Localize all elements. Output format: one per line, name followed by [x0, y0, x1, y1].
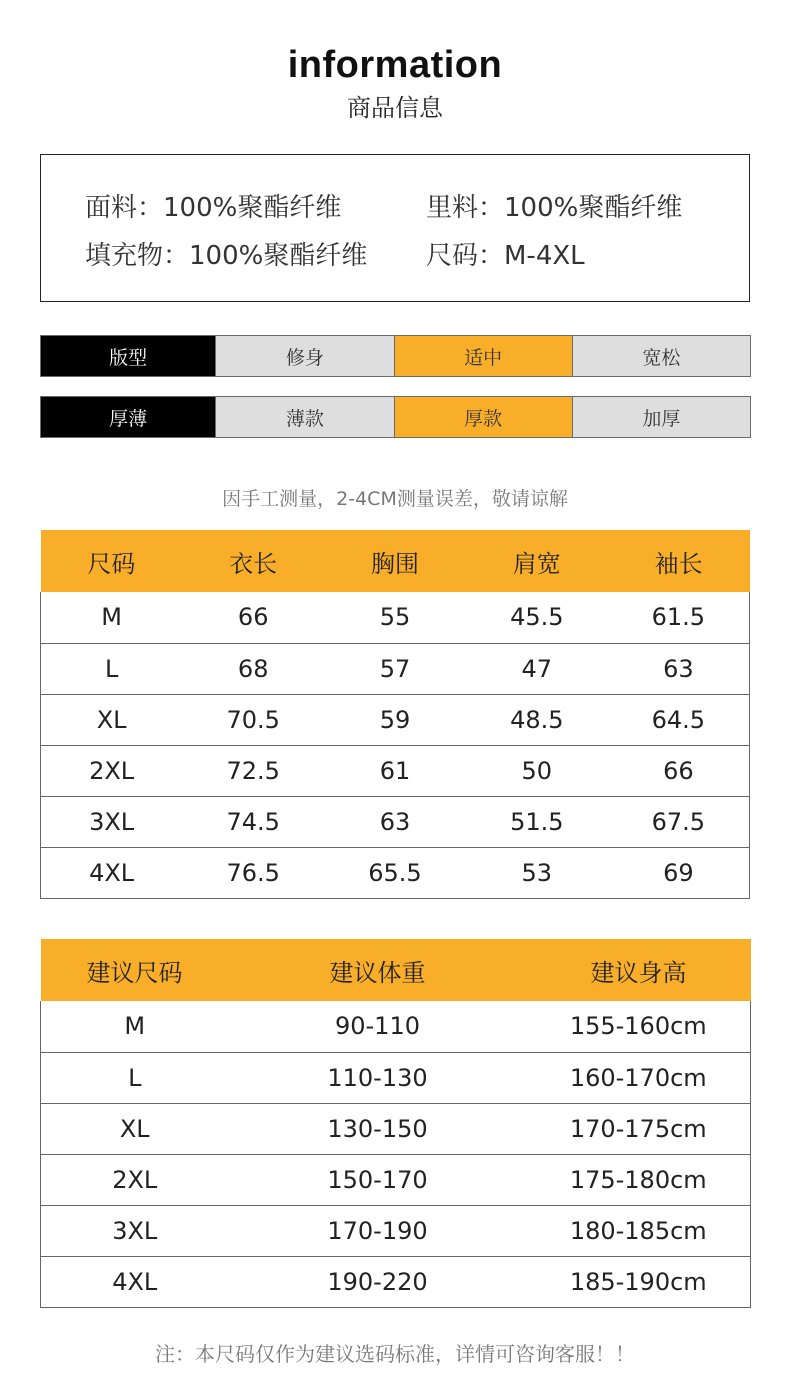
page-title: information [287, 44, 503, 86]
table-cell: 160-170cm [527, 1052, 751, 1103]
header-recommended-height: 建议身高 [527, 939, 751, 1001]
header-length: 衣长 [182, 530, 324, 592]
table-cell: 4XL [41, 847, 183, 898]
lining-info: 里料：100%聚酯纤维 [426, 193, 683, 223]
fabric-info: 面料：100%聚酯纤维 [85, 193, 342, 223]
table-cell: XL [41, 1103, 229, 1154]
footer-note: 注：本尺码仅作为建议选码标准，详情可咨询客服！！ [155, 1342, 635, 1366]
table-cell: 170-175cm [527, 1103, 751, 1154]
thickness-attribute-row [40, 396, 751, 438]
thickness-option-extra-thick: 加厚 [572, 397, 750, 437]
page-subtitle: 商品信息 [347, 94, 443, 122]
size-recommendation-table [40, 939, 751, 1308]
table-cell: 55 [324, 592, 466, 643]
table-cell: 190-220 [229, 1256, 527, 1307]
table-cell: 57 [324, 643, 466, 694]
fit-option-slim: 修身 [215, 336, 393, 376]
thickness-label: 厚薄 [41, 397, 215, 437]
measurement-note: 因手工测量，2-4CM测量误差，敬请谅解 [222, 488, 568, 510]
table-cell: 50 [466, 745, 608, 796]
table-row [41, 1256, 751, 1307]
table-cell: 69 [608, 847, 750, 898]
table-cell: 2XL [41, 745, 183, 796]
table-cell: 90-110 [229, 1001, 527, 1052]
table-cell: 3XL [41, 1205, 229, 1256]
table-cell: 155-160cm [527, 1001, 751, 1052]
table-row [41, 592, 750, 643]
table-cell: M [41, 1001, 229, 1052]
header-recommended-size: 建议尺码 [41, 939, 229, 1001]
table-row [41, 1052, 751, 1103]
table-cell: L [41, 1052, 229, 1103]
header-recommended-weight: 建议体重 [229, 939, 527, 1001]
table-cell: 175-180cm [527, 1154, 751, 1205]
table-cell: XL [41, 694, 183, 745]
fit-attribute-row [40, 335, 751, 377]
header-size: 尺码 [41, 530, 183, 592]
table-cell: 47 [466, 643, 608, 694]
size-chart-table [40, 530, 750, 899]
thickness-option-thin: 薄款 [215, 397, 393, 437]
table-cell: 3XL [41, 796, 183, 847]
table-cell: 185-190cm [527, 1256, 751, 1307]
table-cell: 4XL [41, 1256, 229, 1307]
header-chest: 胸围 [324, 530, 466, 592]
table-cell: 63 [324, 796, 466, 847]
table-cell: 65.5 [324, 847, 466, 898]
table-cell: 64.5 [608, 694, 750, 745]
table-header-row [41, 530, 750, 592]
table-cell: 45.5 [466, 592, 608, 643]
table-cell: 63 [608, 643, 750, 694]
table-cell: 76.5 [182, 847, 324, 898]
table-row [41, 1103, 751, 1154]
table-row [41, 643, 750, 694]
table-cell: M [41, 592, 183, 643]
thickness-option-thick: 厚款 [394, 397, 572, 437]
header-shoulder: 肩宽 [466, 530, 608, 592]
table-cell: 170-190 [229, 1205, 527, 1256]
table-cell: 130-150 [229, 1103, 527, 1154]
table-cell: 66 [608, 745, 750, 796]
table-cell: 67.5 [608, 796, 750, 847]
table-cell: 70.5 [182, 694, 324, 745]
table-header-row [41, 939, 751, 1001]
size-range-info: 尺码：M-4XL [426, 241, 585, 271]
table-cell: 2XL [41, 1154, 229, 1205]
table-row [41, 847, 750, 898]
table-row [41, 1001, 751, 1052]
table-row [41, 745, 750, 796]
table-cell: 66 [182, 592, 324, 643]
header-sleeve: 袖长 [608, 530, 750, 592]
fit-option-regular: 适中 [394, 336, 572, 376]
table-row [41, 694, 750, 745]
table-row [41, 1154, 751, 1205]
table-cell: 110-130 [229, 1052, 527, 1103]
filling-info: 填充物：100%聚酯纤维 [85, 241, 368, 271]
table-cell: L [41, 643, 183, 694]
table-cell: 51.5 [466, 796, 608, 847]
table-cell: 61.5 [608, 592, 750, 643]
table-cell: 48.5 [466, 694, 608, 745]
product-info-box [40, 154, 750, 302]
table-row [41, 796, 750, 847]
table-cell: 59 [324, 694, 466, 745]
table-cell: 72.5 [182, 745, 324, 796]
table-row [41, 1205, 751, 1256]
table-cell: 180-185cm [527, 1205, 751, 1256]
fit-label: 版型 [41, 336, 215, 376]
fit-option-loose: 宽松 [572, 336, 750, 376]
table-cell: 68 [182, 643, 324, 694]
table-cell: 150-170 [229, 1154, 527, 1205]
table-cell: 61 [324, 745, 466, 796]
table-cell: 53 [466, 847, 608, 898]
table-cell: 74.5 [182, 796, 324, 847]
